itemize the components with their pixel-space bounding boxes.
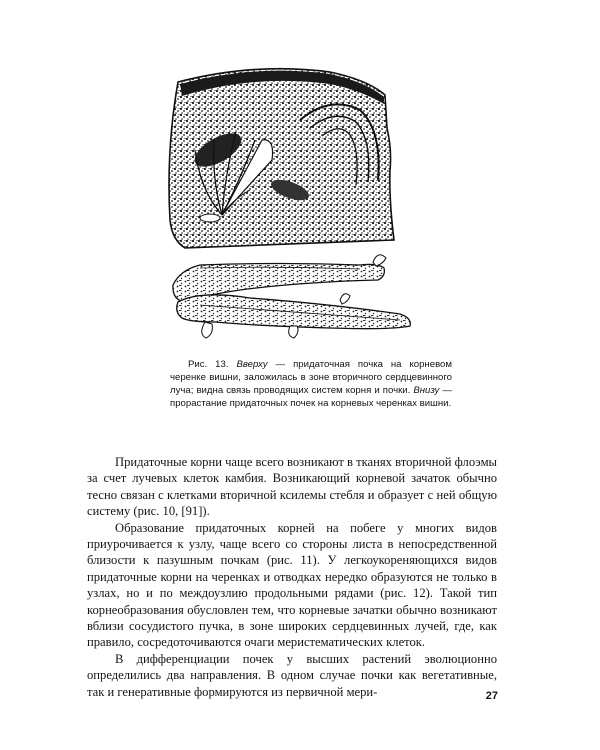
figure-caption [170,358,452,410]
paragraph: Придаточные корни чаще всего возникают в тканях вторичной флоэмы за счет лучевых клеток камбия. Возникающий корневой зачаток обычно тесно связан с клетками вторичной ксилемы стебля и образует с ней общую систему (рис. 10, [91]). [87,455,497,519]
paragraph: В дифференциации почек у высших растений эволюционно определились два направления. В одном случае почки как вегетативные, так и генеративные формируются из первичной мери- [87,651,497,699]
caption-top-text: — придаточная почка на корневом черенке вишни, заложилась в зоне вторичного сердцевинного луча; видна связь проводящих систем корня и почки. [170,359,452,396]
caption-fig-label: Рис. 13. [188,359,229,370]
root-section-drawing [169,69,394,248]
root-cuttings-drawing [173,255,410,338]
caption-bottom-label: Внизу [413,385,440,396]
paragraph: Образование придаточных корней на побеге у многих видов приурочивается к узлу, чаще всего со стороны листа в непосредственной близости к пазушным почкам (рис. 11). У легкоукореняющихся видов придаточные корни на черенках и отводках нередко образуются не только в узлах, но и по междоузлию продольными рядами (рис. 12). Такой тип корнеобразования обусловлен тем, что корневые зачатки обычно возникают вблизи сосудистого пучка, в зоне широких сердцевинных лучей, где, как правило, сосредоточиваются очаги меристематических клеток. [87,520,497,650]
caption-top-label: Вверху [236,359,268,370]
page-number: 27 [485,690,498,702]
body-text [87,454,497,700]
caption-bottom-text: — прорастание придаточных почек на корневых черенках вишни. [170,385,452,409]
figure-illustration [0,0,600,360]
